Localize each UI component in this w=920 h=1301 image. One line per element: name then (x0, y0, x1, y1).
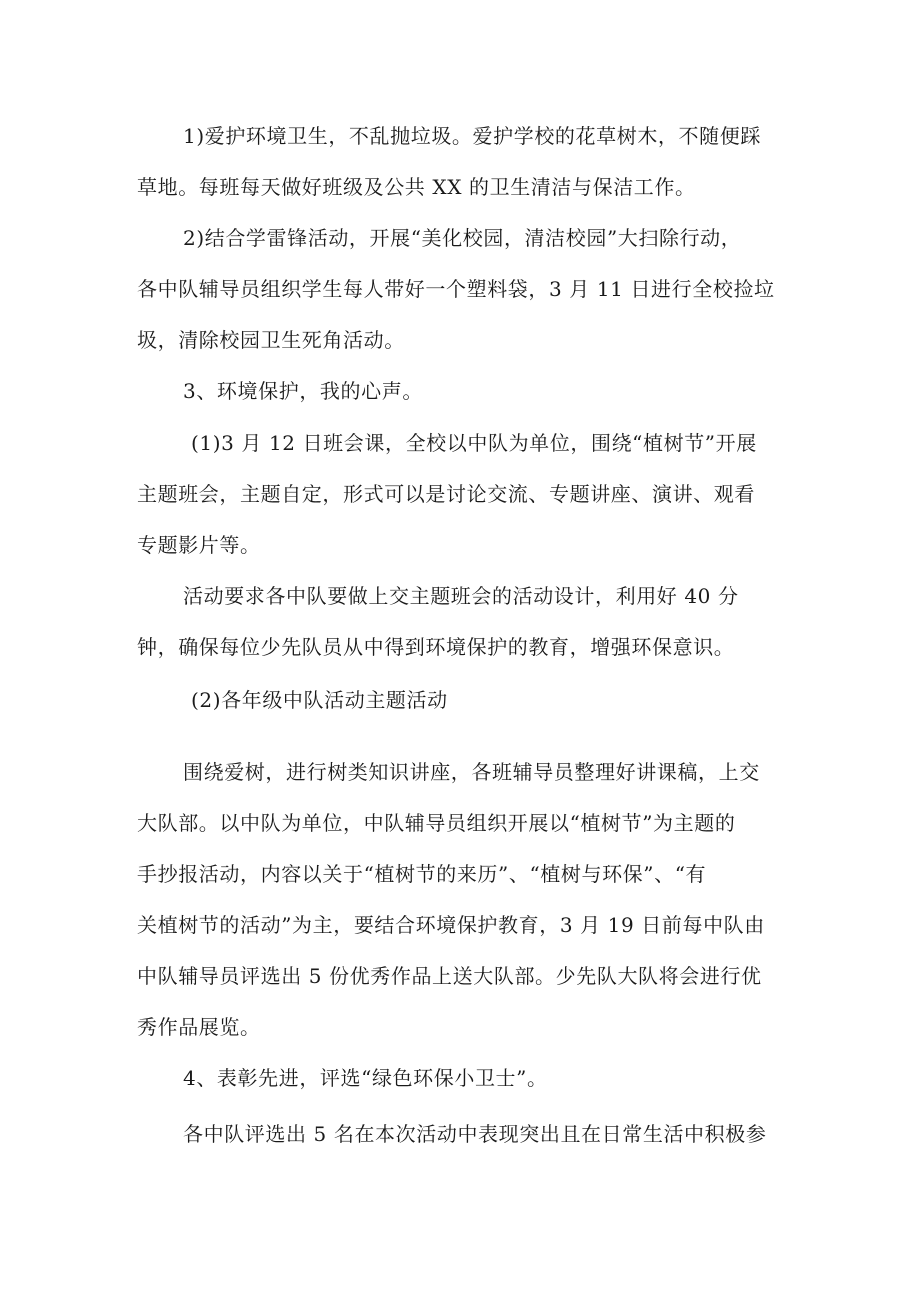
text-line: 圾，清除校园卫生死角活动。 (137, 328, 405, 352)
text-line: 关植树节的活动”为主，要结合环境保护教育，3 月 19 日前每中队由 (137, 913, 765, 937)
subsection-heading: (2)各年级中队活动主题活动 (191, 688, 448, 712)
section-heading: 4、表彰先进，评选“绿色环保小卫士”。 (183, 1066, 548, 1090)
text-line: 秀作品展览。 (137, 1015, 261, 1039)
section-heading: 3、环境保护，我的心声。 (183, 379, 423, 403)
text-line: 1)爱护环境卫生，不乱抛垃圾。爱护学校的花草树木，不随便踩 (183, 124, 761, 148)
text-line: 中队辅导员评选出 5 份优秀作品上送大队部。少先队大队将会进行优 (137, 964, 762, 988)
text-line: 钟，确保每位少先队员从中得到环境保护的教育，增强环保意识。 (137, 635, 735, 659)
text-line: 大队部。以中队为单位，中队辅导员组织开展以“植树节”为主题的 (137, 811, 736, 835)
text-line: 专题影片等。 (137, 533, 261, 557)
text-line: (1)3 月 12 日班会课，全校以中队为单位，围绕“植树节”开展 (191, 431, 757, 455)
text-line: 草地。每班每天做好班级及公共 XX 的卫生清洁与保洁工作。 (137, 175, 696, 199)
text-line: 主题班会，主题自定，形式可以是讨论交流、专题讲座、演讲、观看 (137, 482, 755, 506)
text-line: 活动要求各中队要做上交主题班会的活动设计，利用好 40 分 (183, 584, 739, 608)
text-line: 2)结合学雷锋活动，开展“美化校园，清洁校园”大扫除行动， (183, 226, 742, 250)
text-line: 手抄报活动，内容以关于“植树节的来历”、“植树与环保”、“有 (137, 862, 707, 886)
text-line: 各中队评选出 5 名在本次活动中表现突出且在日常生活中积极参 (183, 1122, 767, 1146)
text-line: 围绕爱树，进行树类知识讲座，各班辅导员整理好讲课稿，上交 (183, 760, 760, 784)
text-line: 各中队辅导员组织学生每人带好一个塑料袋，3 月 11 日进行全校捡垃 (137, 277, 775, 301)
